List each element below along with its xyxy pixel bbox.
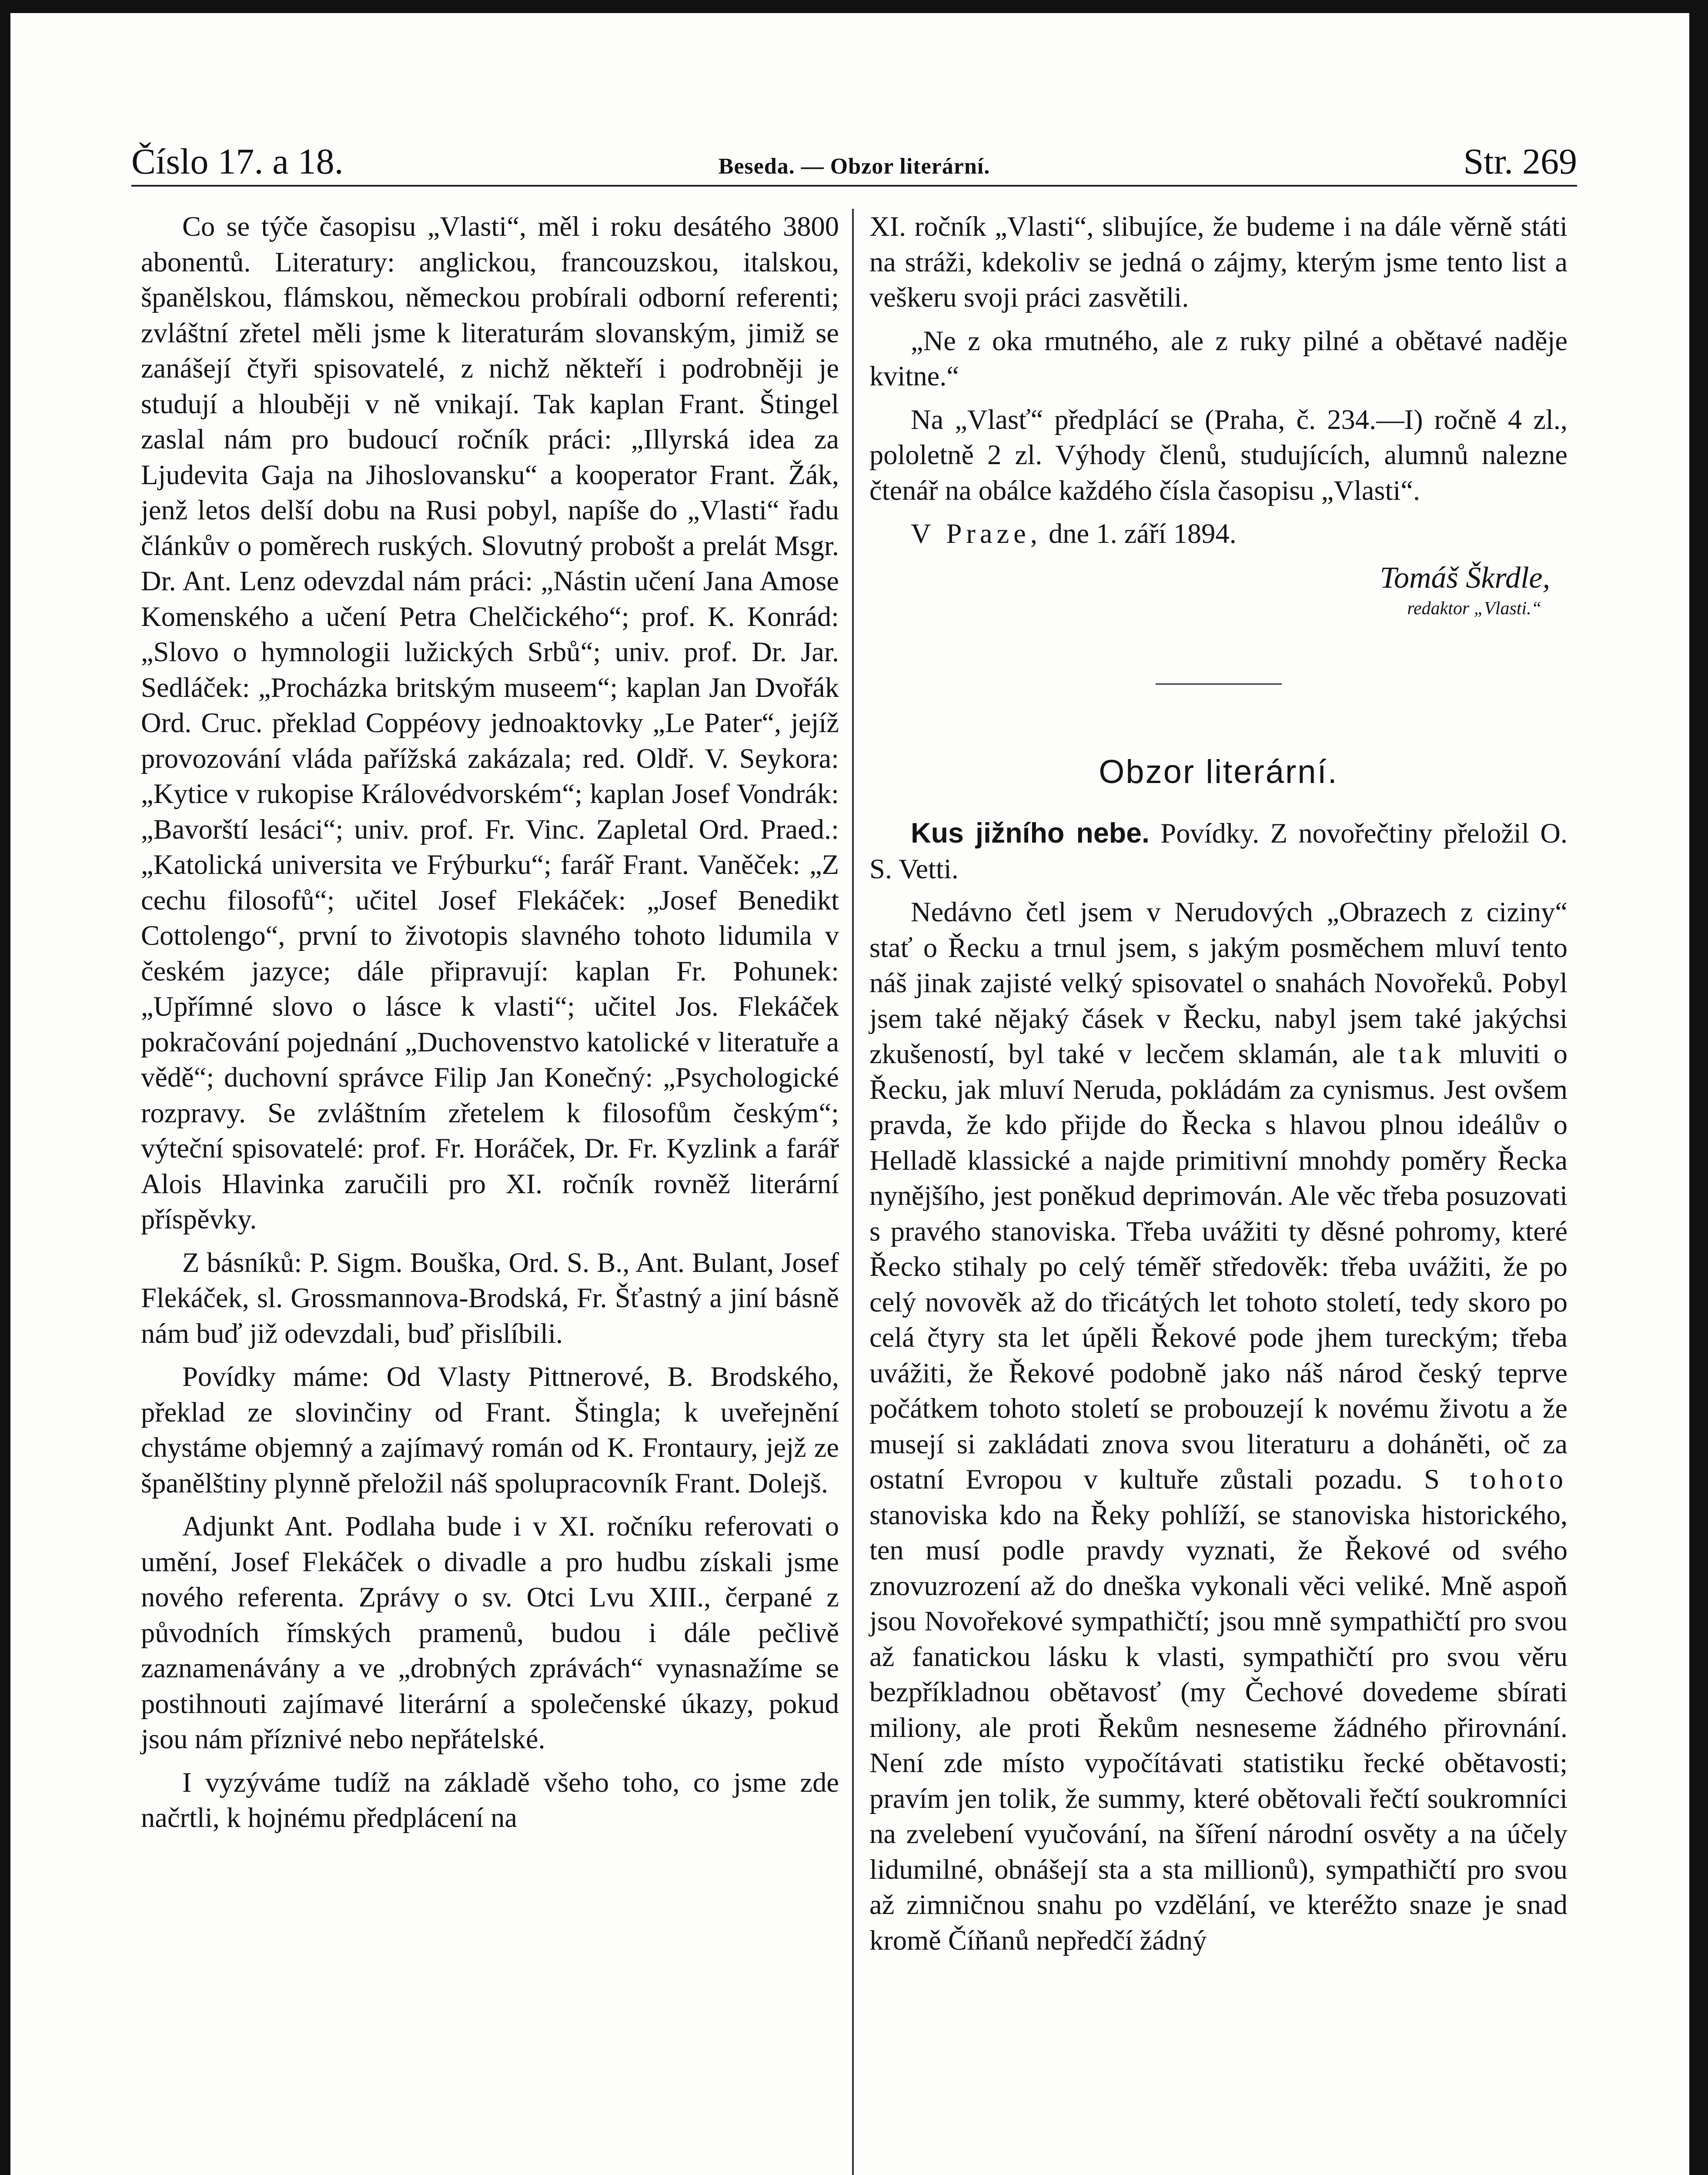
paragraph: XI. ročník „Vlasti“, slibujíce, že budeme i na dále věrně státi na stráži, kdekoliv se jedná o zájmy, kterým jsme tento list a veškeru svoji práci zasvětili. (869, 211, 1568, 313)
paragraph: Z básníků: P. Sigm. Bouška, Ord. S. B., Ant. Bulant, Josef Flekáček, sl. Grossmannova-Brodská, Fr. Šťastný a jiní básně nám buď již odevzdali, buď přislíbili. (141, 1247, 839, 1349)
paragraph: Adjunkt Ant. Podlaha bude i v XI. ročníku referovati o umění, Josef Flekáček o divadle a pro hudbu získali jsme nového referenta. Zprávy o sv. Otci Lvu XIII., čerpané z původních římských pramenů, budou i dále pečlivě zaznamenávány a ve „drobných zprávách“ vynasnažíme se postihnouti zajímavé literární a společenské úkazy, pokud jsou nám příznivé nebo nepřátelské. (141, 1511, 839, 1754)
review-text-b: mluviti o Řecku, jak mluví Neruda, pokládám za cynismus. Jest ovšem pravda, že kdo přijde do Řecka s hlavou plnou ideálův o Helladě klassické a najde primitivní mnohdy poměry Řecka nynějšího, jest poněkud deprimován. Ale věc třeba posuzovati s pravého stanoviska. Třeba uvážiti ty děsné pohromy, které Řecko stihaly po celý téměř středověk: třeba uvážiti, že po celý novověk až do třicátých let tohoto století, tedy skoro po celá čtyry sta let úpěli Řekové pode jhem tureckým; třeba uvážiti, že Řekové podobně jako náš národ český teprve počátkem tohoto století se probouzejí k novému životu a že musejí si zakládati znova svou literaturu a doháněti, oč za ostatní Evropou v kultuře zůstali pozadu. (869, 1038, 1568, 1495)
dateline-date: dne 1. září 1894. (1049, 518, 1237, 549)
page-header (131, 126, 1577, 183)
review-text-a: Nedávno četl jsem v Nerudových „Obrazech z ciziny“ stať o Řecku a trnul jsem, s jakým posměchem mluví tento náš jinak zajisté velký spisovatel o snahách Novořeků. Pobyl jsem také nějaký čásek v Řecku, nabyl jsem také jakýchsi zkušeností, byl také v lecčem sklamán, ale (869, 897, 1568, 1069)
paragraph: I vyzýváme tudíž na základě všeho toho, co jsme zde načrtli, k hojnému předplácení na (141, 1767, 839, 1833)
section-separator (1156, 683, 1282, 685)
left-column (141, 209, 839, 1844)
review-spaced-phrase: S tohoto (1424, 1464, 1568, 1495)
dateline-place: V Praze, (911, 518, 1042, 549)
paragraph: Na „Vlasť“ předplácí se (Praha, č. 234.—I) ročně 4 zl., pololetně 2 zl. Výhody členů, studujících, alumnů nalezne čtenář na obálce každého čísla časopisu „Vlasti“. (869, 404, 1568, 506)
signature-role: redaktor „Vlasti.“ (1407, 599, 1541, 619)
review-title: Kus jižního nebe. (911, 817, 1150, 849)
section-title: Obzor literární. (1099, 753, 1338, 790)
review-paragraph (869, 894, 1568, 1958)
review-heading-paragraph (869, 816, 1568, 887)
document-page (10, 13, 1689, 2175)
review-intro: Povídky. Z novořečtiny přeložil O. S. Vetti. (869, 818, 1568, 884)
dateline (869, 516, 1568, 552)
running-title: Beseda. — Obzor literární. (718, 154, 990, 179)
review-text-c: stanoviska kdo na Řeky pohlíží, se stanoviska historického, ten musí podle pravdy vyznati, že Řekové od svého znovuzrození až do dneška vykonali věci veliké. Mně aspoň jsou Novořekové sympathičtí; jsou mně sympathičtí pro svou až fanatickou lásku k vlasti, sympathičtí pro svou věru bezpříkladnou obětavosť (my Čechové dovedeme sbírati miliony, ale proti Řekům nesneseme žádného přirovnání. Není zde místo vypočítávati statistiku řecké obětavosti; pravím jen tolik, že summy, které obětovali řečtí soukromníci na zvelebení vyučování, na šíření národní osvěty a na účely lidumilné, obnášejí sta a sta millionů), sympathičtí pro svou až zimničnou snahu po vzdělání, ve kteréžto snaze je snad kromě Číňanů nepředčí žádný (869, 1499, 1568, 1956)
right-column (869, 209, 1568, 1966)
review-spaced-word: tak (1398, 1038, 1446, 1069)
page-number: Str. 269 (1463, 141, 1577, 182)
signature: Tomáš Škrdle, (1380, 561, 1550, 595)
paragraph: Co se týče časopisu „Vlasti“, měl i roku desátého 3800 abonentů. Literatury: anglickou, francouzskou, italskou, španělskou, flámskou, německou probírali odborní referenti; zvláštní zřetel měli jsme k literaturám slovanským, jimiž se zanášejí čtyři spisovatelé, z nichž někteří i podrobněji je studují a hlouběji v ně vnikají. Tak kaplan Frant. Štingel zaslal nám pro budoucí ročník práci: „Illyrská idea za Ljudevita Gaja na Jihoslovansku“ a kooperator Frant. Žák, jenž letos delší dobu na Rusi pobyl, napíše do „Vlasti“ řadu článkův o poměrech ruských. Slovutný probošt a prelát Msgr. Dr. Ant. Lenz odevzdal nám práci: „Nástin učení Jana Amose Komenského a učení Petra Chelčického“; prof. K. Konrád: „Slovo o hymnologii lužických Srbů“; univ. prof. Dr. Jar. Sedláček: „Procházka britským museem“; kaplan Jan Dvořák Ord. Cruc. překlad Coppéovy jednoaktovky „Le Pater“, jejíž provozování vláda pařížská zakázala; red. Oldř. V. Seykora: „Kytice v rukopise Královédvorském“; kaplan Josef Vondrák: „Bavorští lesáci“; univ. prof. Fr. Vinc. Zapletal Ord. Praed.: „Katolická universita ve Frýburku“; farář Frant. Vaněček: „Z cechu filosofů“; učitel Josef Flekáček: „Josef Benedikt Cottolengo“, první to životopis slavného tohoto lidumila v českém jazyce; dále připravují: kaplan Fr. Pohunek: „Upřímné slovo o lásce k vlasti“; učitel Jos. Flekáček pokračování pojednání „Duchovenstvo katolické v literatuře a vědě“; duchovní správce Filip Jan Konečný: „Psychologické rozpravy. Se zvláštním zřetelem k filosofům českým“; výteční spisovatelé: prof. Fr. Horáček, Dr. Fr. Kyzlink a farář Alois Hlavinka zaručili pro XI. ročník rovněž literární příspěvky. (141, 211, 839, 1235)
quote-paragraph: „Ne z oka rmutného, ale z ruky pilné a obětavé naděje kvitne.“ (869, 325, 1568, 392)
column-divider (852, 209, 854, 2175)
issue-number: Číslo 17. a 18. (131, 141, 344, 182)
paragraph: Povídky máme: Od Vlasty Pittnerové, B. Brodského, překlad ze slovinčiny od Frant. Štingla; k uveřejnění chystáme objemný a zajímavý román od K. Frontaury, jejž ze španělštiny plynně přeložil náš spolupracovník Frant. Dolejš. (141, 1361, 839, 1499)
header-rule (131, 185, 1577, 187)
